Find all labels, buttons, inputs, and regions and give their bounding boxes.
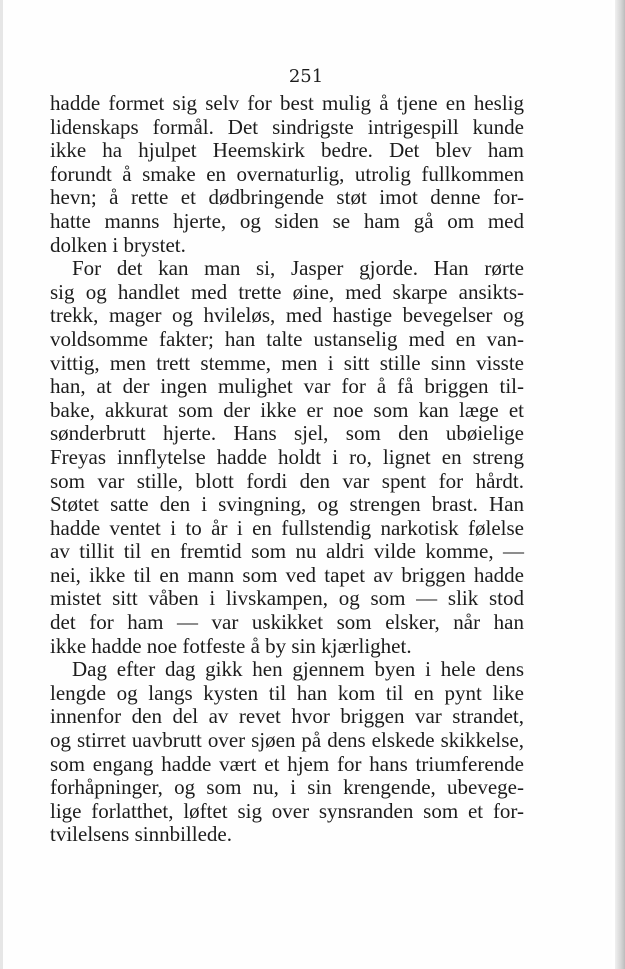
text-line: voldsomme fakter; han talte ustanselig med en van-: [50, 326, 524, 351]
text-line: mistet sitt våben i livskampen, og som — slik stod: [50, 586, 524, 611]
page-right-edge: [615, 0, 625, 969]
text-line: lidenskaps formål. Det sindrigste intrigespill kunde: [50, 114, 524, 139]
text-line: forundt å smake en overnaturlig, utrolig fullkommen: [50, 161, 524, 186]
text-line: sønderbrutt hjerte. Hans sjel, som den ubøielige: [50, 421, 524, 446]
text-line: Støtet satte den i svingning, og strengen brast. Han: [50, 492, 524, 517]
paragraph: [50, 257, 524, 658]
text-line: hatte manns hjerte, og siden se ham gå om med: [50, 208, 524, 233]
text-line: og stirret uavbrutt over sjøen på dens elskede skikkelse,: [50, 728, 524, 753]
text-line: ikke ha hjulpet Heemskirk bedre. Det blev ham: [50, 138, 524, 163]
text-line: han, at der ingen mulighet var for å få briggen til-: [50, 374, 524, 399]
paragraph: [50, 92, 524, 257]
text-line: som engang hadde vært et hjem for hans triumferende: [50, 751, 524, 776]
text-line: som var stille, blott fordi den var spent for hårdt.: [50, 468, 524, 493]
text-line: forhåpninger, og som nu, i sin krengende, ubevege-: [50, 775, 524, 800]
text-line: trekk, mager og hvileløs, med hastige bevegelser og: [50, 303, 524, 328]
text-line: dolken i brystet.: [50, 232, 186, 257]
text-line: nei, ikke til en mann som ved tapet av briggen hadde: [50, 562, 524, 587]
page-left-edge: [0, 0, 3, 969]
text-line: Dag efter dag gikk hen gjennem byen i hele dens: [72, 657, 524, 682]
text-line: det for ham — var uskikket som elsker, når han: [50, 610, 524, 635]
text-line: For det kan man si, Jasper gjorde. Han rørte: [72, 256, 524, 281]
text-line: Freyas innflytelse hadde holdt i ro, lignet en streng: [50, 444, 524, 469]
text-line: innenfor den del av revet hvor briggen var strandet,: [50, 704, 524, 729]
text-line: hadde formet sig selv for best mulig å tjene en heslig: [50, 91, 524, 115]
text-line: lengde og langs kysten til han kom til en pynt like: [50, 680, 524, 705]
text-line: lige forlatthet, løftet sig over synsranden som et for-: [50, 798, 524, 823]
text-line: hadde ventet i to år i en fullstendig narkotisk følelse: [50, 515, 524, 540]
text-line: hevn; å rette et dødbringende støt imot denne for-: [50, 185, 524, 210]
text-line: ikke hadde noe fotfeste å by sin kjærlighet.: [50, 633, 412, 658]
page-number: 251: [288, 66, 324, 87]
text-line: av tillit til en fremtid som nu aldri vilde komme, —: [50, 539, 524, 564]
text-line: sig og handlet med trette øine, med skarpe ansikts-: [50, 279, 524, 304]
text-line: vittig, men trett stemme, men i sitt stille sinn visste: [50, 350, 524, 375]
body-text: [50, 92, 524, 847]
text-line: tvilelsens sinnbillede.: [50, 822, 232, 847]
text-line: bake, akkurat som der ikke er noe som kan læge et: [50, 397, 524, 422]
paragraph: [50, 658, 524, 847]
